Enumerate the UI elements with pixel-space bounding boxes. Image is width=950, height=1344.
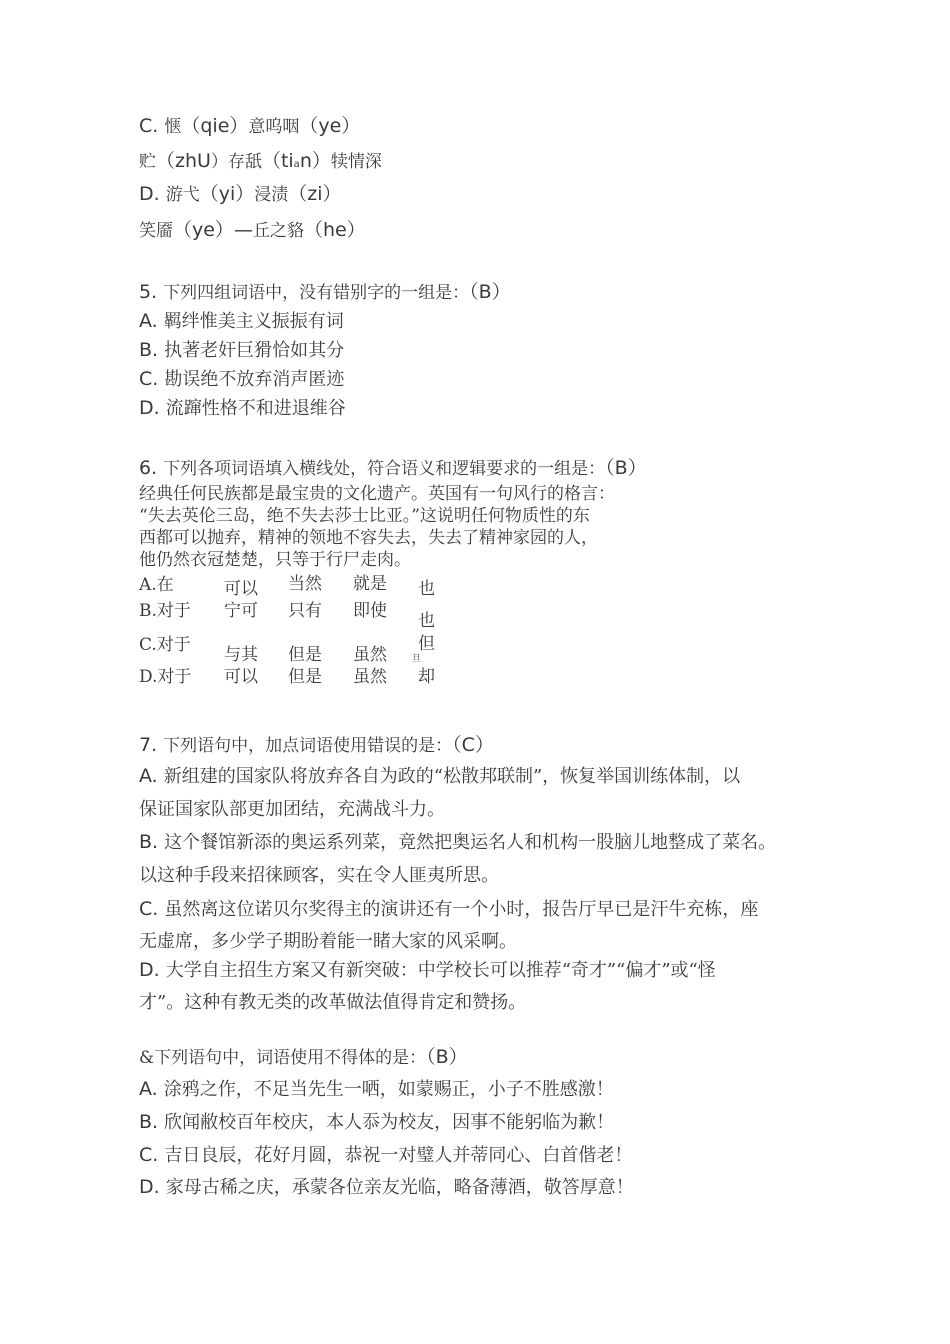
question-text: 下列语句中，加点词语使用错误的是：: [163, 736, 453, 756]
pinyin-line-c2: 贮（zhU）存舐（tian）犊情深: [139, 150, 382, 172]
q7-line: C. 虽然离这位诺贝尔奖得主的演讲还有一个小时，报告厅早已是汗牛充栋，座: [139, 898, 759, 920]
q7-line: 以这种手段来招徕顾客，实在令人匪夷所思。: [139, 865, 499, 886]
choice-d-label: D.对于: [139, 667, 192, 687]
q5-option-b: B. 执著老奸巨猾恰如其分: [139, 339, 345, 361]
question-text: 下列各项词语填入横线处，符合语义和逻辑要求的一组是：: [163, 459, 606, 479]
answer: （B）: [426, 1046, 468, 1068]
question-5: [139, 283, 511, 302]
q5-option-a: A. 羁绊惟美主义振振有词: [139, 310, 344, 332]
question-8: [139, 1048, 468, 1067]
q7-line: A. 新组建的国家队将放弃各自为政的“松散邦联制”，恢复举国训练体制，以: [139, 765, 741, 787]
pinyin-line-d2: 笑靥（ye）—丘之貉（he）: [139, 219, 366, 241]
pinyin-line-c: C. 惬（qie）意呜咽（ye）: [139, 115, 361, 137]
q7-line: B. 这个餐馆新添的奥运系列菜，竟然把奥运名人和机构一股脑儿地整成了菜名。: [139, 831, 777, 853]
option-letter: C.: [139, 115, 165, 137]
choice-word: 也: [418, 579, 435, 599]
choice-word: 虽然: [353, 645, 387, 665]
answer: （B）: [605, 457, 647, 479]
passage-line: 西都可以抛弃，精神的领地不容失去，失去了精神家园的人，: [139, 528, 598, 548]
choice-fragment: 旦: [412, 654, 422, 664]
question-text: 下列四组词语中，没有错别字的一组是：: [163, 283, 470, 303]
question-number: 7.: [139, 734, 164, 756]
q8-option-b: B. 欣闻敝校百年校庆，本人忝为校友，因事不能躬临为歉！: [139, 1111, 615, 1133]
q7-line: D. 大学自主招生方案又有新突破：中学校长可以推荐“奇才”“偏才”或“怪: [139, 959, 716, 981]
q5-option-d: D. 流蹿性格不和进退维谷: [139, 397, 346, 419]
q8-option-d: D. 家母古稀之庆，承蒙各位亲友光临，略备薄酒，敬答厚意！: [139, 1176, 634, 1198]
question-7: [139, 736, 494, 755]
choice-c-label: C.对于: [139, 635, 191, 655]
choice-word: 但是: [288, 667, 322, 687]
answer: （C）: [452, 734, 494, 756]
passage-line: “失去英伦三岛，绝不失去莎士比亚。”这说明任何物质性的东: [139, 506, 590, 526]
choice-word: 可以: [224, 579, 258, 599]
choice-word: 虽然: [353, 667, 387, 687]
choice-word: 当然: [288, 574, 322, 594]
choice-word: 与其: [224, 645, 258, 665]
question-text: 下列语句中，词语使用不得体的是：: [154, 1048, 427, 1068]
question-number: &: [139, 1048, 155, 1068]
passage-line: 他仍然衣冠楚楚，只等于行尸走肉。: [139, 550, 411, 570]
choice-word: 但: [418, 634, 435, 654]
question-number: 5.: [139, 281, 164, 303]
q7-line: 无虚席，多少学子期盼着能一睹大家的风采啊。: [139, 931, 517, 952]
passage-line: 经典任何民族都是最宝贵的文化遗产。英国有一句风行的格言：: [139, 484, 615, 504]
choice-a-label: A.在: [139, 575, 174, 595]
choice-word: 即使: [353, 601, 387, 621]
q5-option-c: C. 勘误绝不放弃消声匿迹: [139, 368, 345, 390]
pinyin-line-d: D. 游弋（yi）浸渍（zi）: [139, 183, 342, 205]
choice-word: 可以: [224, 667, 258, 687]
q8-option-a: A. 涂鸦之作，不足当先生一哂，如蒙赐正，小子不胜感激！: [139, 1078, 614, 1100]
choice-b-label: B.对于: [139, 601, 191, 621]
q7-line: 才”。这种有教无类的改革做法值得肯定和赞扬。: [139, 992, 527, 1013]
question-number: 6.: [139, 457, 164, 479]
q8-option-c: C. 吉日良辰，花好月圆，恭祝一对璧人并蒂同心、白首偕老！: [139, 1144, 633, 1166]
choice-word: 就是: [353, 574, 387, 594]
choice-word: 也: [418, 611, 435, 631]
choice-word: 却: [418, 667, 435, 687]
q7-line: 保证国家队部更加团结，充满战斗力。: [139, 799, 445, 820]
answer: （B）: [469, 281, 511, 303]
choice-word: 但是: [288, 645, 322, 665]
question-6: [139, 459, 647, 478]
option-letter: D.: [139, 183, 166, 205]
choice-word: 只有: [288, 601, 322, 621]
choice-word: 宁可: [224, 601, 258, 621]
